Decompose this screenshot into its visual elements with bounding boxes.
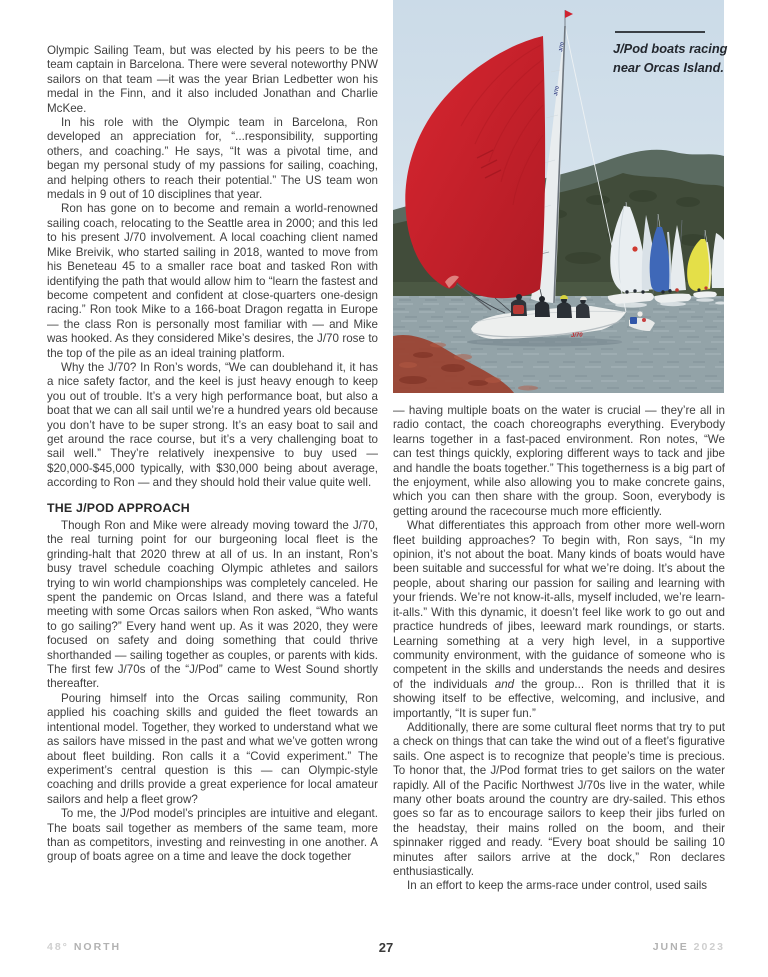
- article-paragraph: To me, the J/Pod model’s principles are intuitive and elegant. The boats sail together as members of the same team, more than as competitors, investing and reinvesting in one another. A group of boats agree on a time and leave the dock together: [47, 807, 378, 864]
- class-insignia: J/70: [553, 85, 561, 97]
- footer-issue-year: 2023: [693, 941, 725, 953]
- footer-brand-name: NORTH: [73, 941, 122, 953]
- article-paragraph: Ron has gone on to become and remain a world-renowned sailing coach, relocating to the Seattle area in 2000; and this led to his present J/70 involvement. A local coaching client named Mike Breivik, who started sailing in 2018, wanted to move from his Beneteau 45 to a smaller race boat and tasked Ron with identifying the path that would allow him to “learn the fastest and become competent and confident at close-quarters one-design racing.” Ron took Mike to a 166-boat Dragon regatta in Europe — the class Ron is personally most familiar with — and Mike was hooked. As they considered Mike’s desires, the J/70 rose to the top of the pile as an ideal training platform.: [47, 202, 378, 360]
- italic-word: and: [494, 677, 515, 691]
- paragraph-text: the group... Ron is thrilled that it is showing itself to be effective, welcoming, and inclusive, and importantly, “It is super fun.”: [393, 677, 725, 720]
- article-paragraph: — having multiple boats on the water is crucial — they’re all in radio contact, the coach choreographs everything. Everybody learns together in a fast-paced environment. Ron notes, “We can test things quickly, exploring different ways to tack and jibe and handle the boats together.” This togetherness is a big part of the enjoyment, while also allowing you to make concrete gains, which you can then share with the group. Soon, everybody is getting around the racecourse much more efficiently.: [393, 404, 725, 518]
- article-paragraph: In an effort to keep the arms-race under control, used sails: [407, 879, 708, 893]
- article-paragraph: Additionally, there are some cultural fleet norms that try to put a check on things that can take the wind out of a fleet’s figurative sails. One aspect is to recognize that people’s time is precious. To honor that, the J/Pod format tries to get sailors on the water rapidly. All of the Pacific Northwest J/70s live in the water, while many other boats around the country are dry-sailed. This ethos goes so far as to encourage sailors to keep their jibs furled on the headstay, their mains rolled on the boom, and their spinnaker rigged and ready. “Every boat should be sailing 10 minutes after sailors arrive at the dock,” Ron declares enthusiastically.: [393, 720, 725, 878]
- caption-text-line2: near Orcas Island.: [613, 59, 724, 75]
- caption-rule: [615, 31, 705, 33]
- article-paragraph: Why the J/70? In Ron’s words, “We can doublehand it, it has a nice safety factor, and the keel is just heavy enough to keep you out of trouble. It’s a very high performance boat, but also a boat that we can all sail until we’re a hundred years old because you don’t have to be super strong. It’s an easy boat to sail and get around the race course, but it’s a very challenging boat to sail well.” They’re relatively inexpensive to buy used — $20,000-$45,000 typically, with $30,000 being about average, according to Ron — and they should hold their value quite well.: [47, 360, 378, 490]
- page-number: 27: [378, 940, 394, 955]
- article-paragraph: [393, 519, 725, 721]
- hull-water-shadow: [467, 338, 623, 347]
- article-paragraph: Though Ron and Mike were already moving toward the J/70, the real turning point for our burgeoning local fleet is the grinding-halt that 2020 threw at all of us. In an instant, Ron’s busy travel schedule coaching Olympic athletes and sailors trying to win world championships was completely canceled. He spent the pandemic on Orcas Island, and there was a fateful meeting with some Orcas sailors when Ron asked, “Who wants to go sailing?” Every hand went up. As it was 2020, they were focused on safety and doing something that could thrive shorthanded — sailing together as couples, or parents with kids. The first few J/70s of the “J/Pod” came to West Sound shortly thereafter.: [47, 519, 378, 691]
- page-footer: [47, 940, 725, 956]
- class-insignia: J/70: [558, 41, 566, 53]
- hull-logo: J/70: [570, 332, 583, 339]
- jpod-racing-photo: [393, 0, 728, 393]
- right-column: [393, 404, 725, 934]
- footer-brand: [47, 941, 121, 953]
- footer-issue: [653, 941, 725, 953]
- section-heading: THE J/POD APPROACH: [47, 500, 190, 515]
- left-column: [47, 44, 378, 936]
- article-paragraph: Olympic Sailing Team, but was elected by his peers to be the team captain in Barcelona. There were several noteworthy PNW sailors on that team —it was the year Brian Ledbetter won his medal in the Finn, and it also included Jonathan and Charlie McKee.: [47, 44, 378, 115]
- article-paragraph: In his role with the Olympic team in Barcelona, Ron developed an appreciation for, “...responsibility, supporting others, and coaching.” He says, “It was a pivotal time, and began my personal study of my passions for sailing, coaching, and helping others to reach their potential.” The US team won medals in 9 out of 10 disciplines that year.: [47, 116, 378, 202]
- white-spinnaker-emblem: [632, 246, 637, 251]
- footer-issue-month: JUNE: [652, 941, 689, 953]
- photo-caption: [613, 31, 728, 77]
- footer-brand-degrees: 48°: [47, 941, 69, 953]
- article-paragraph: Pouring himself into the Orcas sailing community, Ron applied his coaching skills and guided the fleet towards an intentional model. Together, they worked to understand what we as sailors have missed in the past and what we’ve gotten wrong about fleet building. Ron calls it a “Covid experiment.” The experiment’s central question is this — can Olympic-style coaching and drills provide a great experience for local amateur sailors and help a fleet grow?: [47, 691, 378, 806]
- paragraph-text: What differentiates this approach from other more well-worn fleet building approaches? To begin with, Ron says, “In my opinion, it’s not about the boat. Many kinds of boats would have been suitable and successful for what we’re doing. It’s about the people, about sharing our passion for sailing and learning with your friends. We’re not know-it-alls, myself included, we’re learn-it-alls.” With this dynamic, it doesn’t feel like work to go out and practice hundreds of jibes, leeward mark roundings, or starts. Learning something at a very high level, in a supportive community environment, with the guidance of someone who is competent in the skills and understands the needs and desires of the individuals: [393, 519, 725, 691]
- caption-text-line1: J/Pod boats racing: [613, 41, 728, 56]
